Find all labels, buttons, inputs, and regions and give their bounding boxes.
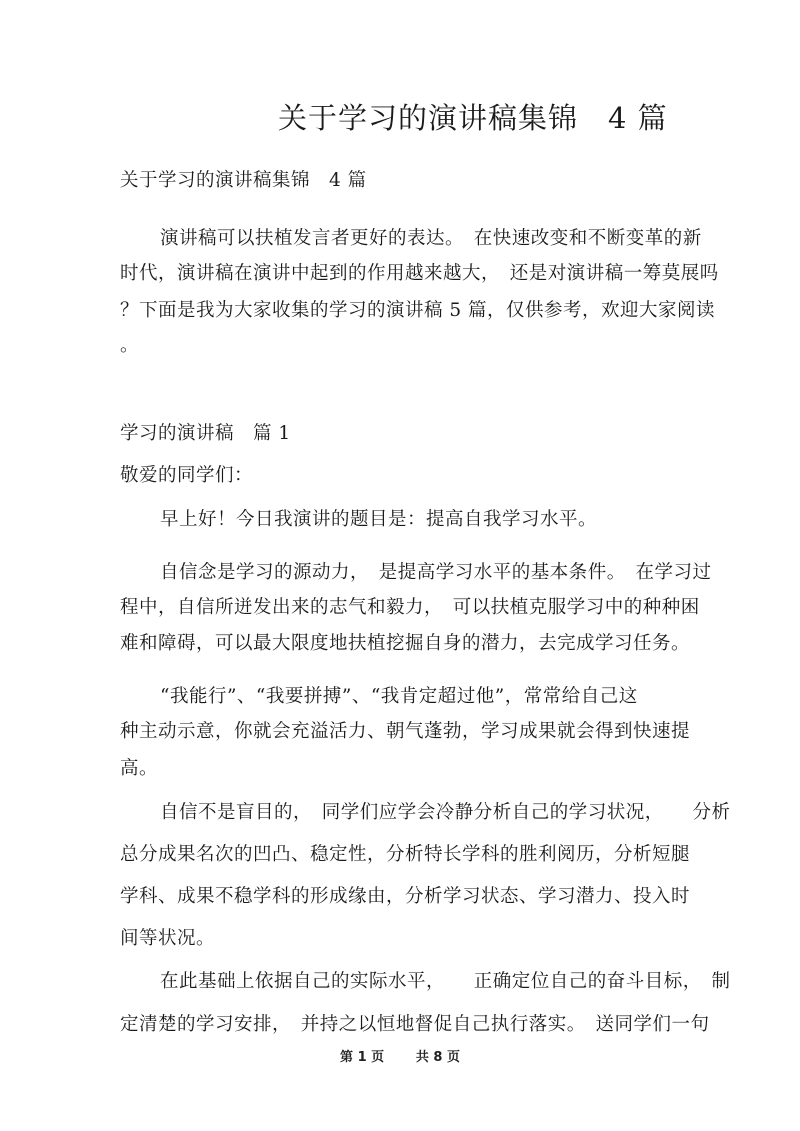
paragraph-line: 定清楚的学习安排， 并持之以恒地督促自己执行落实。 送同学们一句: [120, 1014, 710, 1035]
page-total: 共 8 页: [415, 1050, 460, 1065]
paragraph-line: 自信不是盲目的， 同学们应学会冷静分析自己的学习状况， 分析: [160, 802, 731, 823]
paragraph-line: 。: [120, 335, 140, 356]
paragraph-line: “我能行”、“我要拼搏”、“我肯定超过他”，常常给自己这: [160, 686, 638, 707]
paragraph-line: 种主动示意，你就会充溢活力、朝气蓬勃，学习成果就会得到快速提: [120, 721, 691, 742]
greeting: 早上好！今日我演讲的题目是：提高自我学习水平。: [160, 509, 598, 530]
paragraph-line: 在此基础上依据自己的实际水平， 正确定位自己的奋斗目标， 制: [160, 971, 731, 992]
section-heading: 学习的演讲稿 篇 1: [120, 423, 291, 444]
paragraph-line: ？下面是我为大家收集的学习的演讲稿 5 篇，仅供参考，欢迎大家阅读: [120, 300, 716, 321]
paragraph-line: 难和障碍，可以最大限度地扶植挖掘自身的潜力，去完成学习任务。: [120, 633, 691, 654]
paragraph-line: 间等状况。: [120, 928, 216, 949]
paragraph-line: 学科、成果不稳学科的形成缘由，分析学习状态、学习潜力、投入时: [120, 886, 691, 907]
document-title: 关于学习的演讲稿集锦 4 篇: [278, 101, 668, 135]
paragraph-line: 自信念是学习的源动力， 是提高学习水平的基本条件。 在学习过: [160, 562, 712, 583]
page-footer: [0, 1051, 800, 1064]
salutation: 敬爱的同学们：: [120, 465, 254, 486]
paragraph-line: 时代，演讲稿在演讲中起到的作用越来越大， 还是对演讲稿一筹莫展吗: [120, 263, 719, 284]
document-subtitle: 关于学习的演讲稿集锦 4 篇: [120, 170, 367, 191]
page-number: 第 1 页: [340, 1050, 385, 1065]
paragraph-line: 演讲稿可以扶植发言者更好的表达。 在快速改变和不断变革的新: [160, 228, 702, 249]
paragraph-line: 程中，自信所迸发出来的志气和毅力， 可以扶植克服学习中的种种困: [120, 597, 700, 618]
paragraph-line: 高。: [120, 758, 159, 779]
paragraph-line: 总分成果名次的凹凸、稳定性，分析特长学科的胜利阅历，分析短腿: [120, 844, 691, 865]
